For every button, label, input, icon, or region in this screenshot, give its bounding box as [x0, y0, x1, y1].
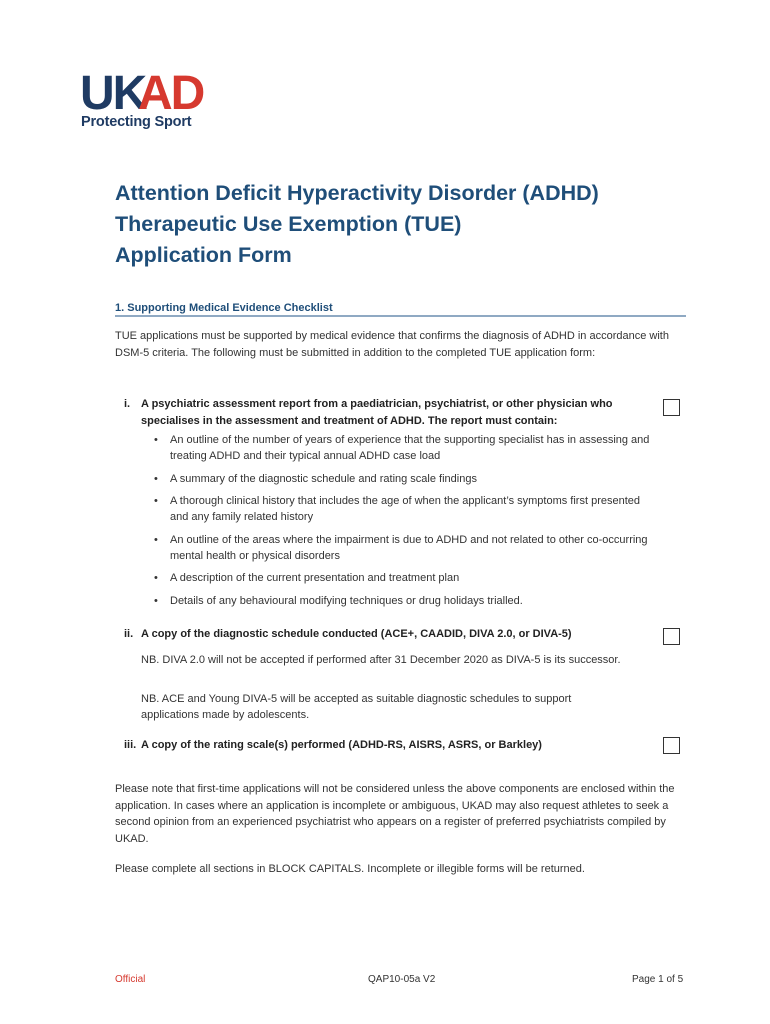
- block-capitals-instruction: Please complete all sections in BLOCK CAPITALS. Incomplete or illegible forms will be returned.: [115, 863, 585, 875]
- ukad-logo: [80, 71, 210, 133]
- section-heading: [115, 298, 686, 317]
- item-numeral: iii.: [124, 739, 137, 751]
- report-requirements-list: [154, 432, 654, 615]
- item-text: A copy of the diagnostic schedule conducted (ACE+, CAADID, DIVA 2.0, or DIVA-5): [141, 628, 572, 640]
- footer-page-number: Page 1 of 5: [632, 974, 684, 985]
- diva-note: NB. DIVA 2.0 will not be accepted if performed after 31 December 2020 as DIVA-5 is its successor.: [141, 654, 621, 666]
- item-text: A copy of the rating scale(s) performed (ADHD-RS, AISRS, ASRS, or Barkley): [141, 739, 542, 751]
- intro-paragraph: TUE applications must be supported by medical evidence that confirms the diagnosis of ADHD in accordance with DSM-5 criteria. The following must be submitted in addition to the completed TUE application form:: [115, 330, 669, 359]
- title-line-2: Therapeutic Use Exemption (TUE): [115, 212, 462, 236]
- title-line-3: Application Form: [115, 243, 292, 267]
- logo-tagline: Protecting Sport: [81, 114, 192, 130]
- ukad-logo-mark: [80, 71, 210, 115]
- list-item: • A description of the current presentation and treatment plan: [154, 570, 654, 586]
- list-item: • An outline of the number of years of experience that the supporting specialist has in assessing and treating ADHD and their typical annual ADHD case load: [154, 432, 654, 464]
- closing-paragraph: Please note that first-time applications will not be considered unless the above components are enclosed within the application. In cases where an application is incomplete or ambiguous, UKAD may also request athletes to seek a second opinion from an experienced psychiatrist who appears on a register of preferred psychiatrists compiled by UKAD.: [115, 783, 675, 845]
- svg-text:UK: UK: [80, 71, 146, 115]
- checkbox-item-1[interactable]: [663, 399, 680, 416]
- item-numeral: i.: [124, 398, 131, 410]
- title-line-1: Attention Deficit Hyperactivity Disorder (ADHD): [115, 181, 599, 205]
- ace-note: NB. ACE and Young DIVA-5 will be accepted as suitable diagnostic schedules to support applications made by adolescents.: [141, 693, 572, 721]
- item-numeral: ii.: [124, 628, 134, 640]
- section-heading-text: 1. Supporting Medical Evidence Checklist: [115, 302, 333, 314]
- item-text: A psychiatric assessment report from a paediatrician, psychiatrist, or other physician who specialises in the assessment and treatment of ADHD. The report must contain:: [141, 398, 613, 427]
- footer-classification: Official: [115, 974, 146, 985]
- list-item: • A summary of the diagnostic schedule and rating scale findings: [154, 471, 654, 487]
- list-item: • An outline of the areas where the impairment is due to ADHD and not related to other co-occurring mental health or physical disorders: [154, 532, 654, 564]
- checkbox-item-2[interactable]: [663, 628, 680, 645]
- document-title: [115, 178, 675, 271]
- list-item: • A thorough clinical history that includes the age of when the applicant’s symptoms first presented and any family related history: [154, 493, 654, 525]
- svg-text:AD: AD: [138, 71, 204, 115]
- footer-doc-code: QAP10-05a V2: [368, 974, 436, 985]
- list-item: • Details of any behavioural modifying techniques or drug holidays trialled.: [154, 593, 654, 609]
- checkbox-item-3[interactable]: [663, 737, 680, 754]
